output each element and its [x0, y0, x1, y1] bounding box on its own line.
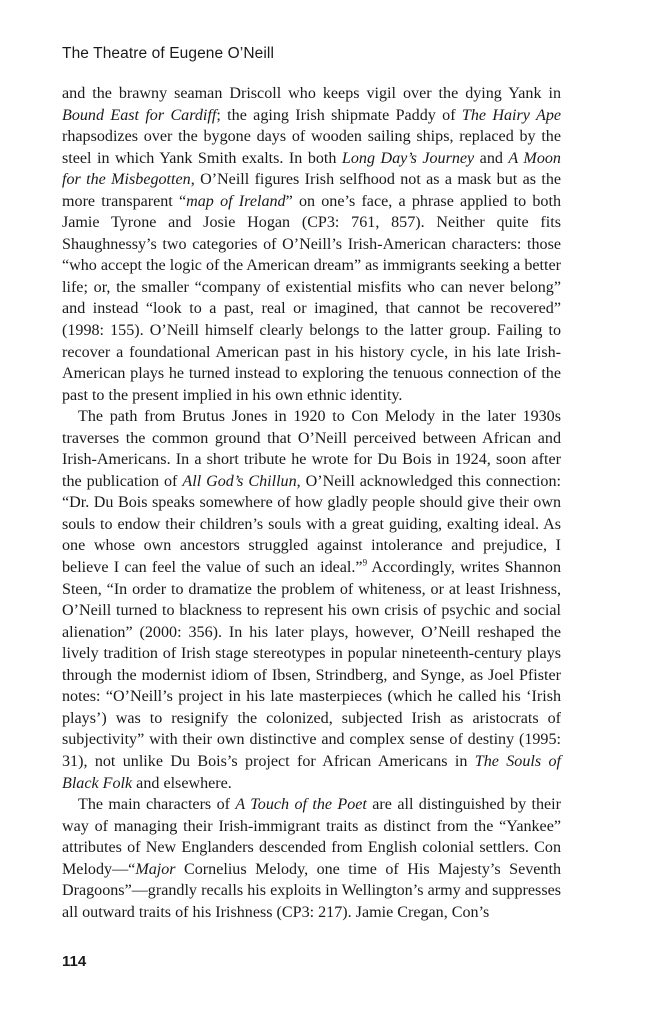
- text-run: ; the aging Irish shipmate Paddy of: [216, 106, 462, 124]
- italic-text: The Souls of Black Folk: [62, 752, 561, 792]
- italic-text: Bound East for Cardiff: [62, 106, 217, 124]
- italic-text: A Moon for the Misbegotten: [62, 149, 561, 189]
- footnote-ref: 9: [362, 557, 368, 568]
- page-number: 114: [62, 953, 87, 970]
- italic-text: All God’s Chillun: [182, 472, 297, 490]
- paragraph: [62, 406, 561, 794]
- text-run: , O’Neill acknowledged this connection: “Dr. Du Bois speaks somewhere of how gladly people should give their own souls to endow their children’s souls with a great guiding, exalting ideal. As one whose own ancestors struggled against intolerance and prejudice, I believe I can feel the value of such an ideal.”: [62, 472, 561, 577]
- text-run: , O’Neill figures Irish selfhood not as a mask but as the more transparent “: [62, 171, 562, 210]
- body-text: [62, 83, 561, 923]
- text-run: and: [474, 149, 509, 167]
- running-head: The Theatre of Eugene O’Neill: [62, 45, 274, 62]
- text-run: The path from Brutus Jones in 1920 to Con Melody in the later 1930s traverses the common ground that O’Neill perceived between African and Irish-Americans. In a short tribute he wrote for Du Bois in 1924, soon after the publication of: [62, 408, 561, 490]
- italic-text: A Touch of the Poet: [235, 796, 367, 814]
- text-run: Cornelius Melody, one time of His Majesty’s Seventh Dragoons”—grandly recalls his exploits in Wellington’s army and suppresses all outward traits of his Irishness (CP3: 217). Jamie Cregan, Con’s: [62, 860, 561, 921]
- italic-text: map of Ireland: [186, 192, 286, 210]
- italic-text: The Hairy Ape: [461, 106, 562, 124]
- text-run: and the brawny seaman Driscoll who keeps vigil over the dying Yank in: [62, 85, 561, 102]
- paragraph: [62, 794, 561, 923]
- text-run: are all distinguished by their way of managing their Irish-immigrant traits as distinct from the “Yankee” attributes of New Englanders descended from English colonial settlers. Con Melody—“: [62, 796, 561, 878]
- text-run: rhapsodizes over the bygone days of wooden sailing ships, replaced by the steel in which Yank Smith exalts. In both: [62, 128, 561, 167]
- text-run: Accordingly, writes Shannon Steen, “In order to dramatize the problem of whiteness, or at least Irishness, O’Neill turned to blackness to represent his own crisis of psychic and social alienation” (2000: 356). In his later plays, however, O’Neill reshaped the lively tradition of Irish stage stereotypes in popular nineteenth-century plays through the modernist idiom of Ibsen, Strindberg, and Synge, as Joel Pfister notes: “O’Neill’s project in his late masterpieces (which he called his ‘Irish plays’) was to resignify the colonized, subjected Irish as aristocrats of subjectivity” with their own distinctive and complex sense of destiny (1995: 31), not unlike Du Bois’s project for African Americans in: [62, 559, 561, 770]
- italic-text: Long Day’s Journey: [341, 149, 475, 167]
- italic-text: Major: [135, 860, 176, 878]
- paragraph: [62, 83, 561, 406]
- text-run: ” on one’s face, a phrase applied to both Jamie Tyrone and Josie Hogan (CP3: 761, 857). Neither quite fits Shaughnessy’s two categories of O’Neill’s Irish-American characters: those “who accept the logic of the American dream” as immigrants seeking a better life; or, the smaller “company of existential misfits who can never belong” and instead “look to a past, real or imagined, that cannot be recovered” (1998: 155). O’Neill himself clearly belongs to the latter group. Failing to recover a foundational American past in his history cycle, in his late Irish-American plays he turned instead to exploring the tenuous connection of the past to the present implied in his own ethnic identity.: [62, 192, 561, 404]
- text-run: The main characters of: [78, 796, 236, 814]
- text-run: and elsewhere.: [132, 774, 232, 792]
